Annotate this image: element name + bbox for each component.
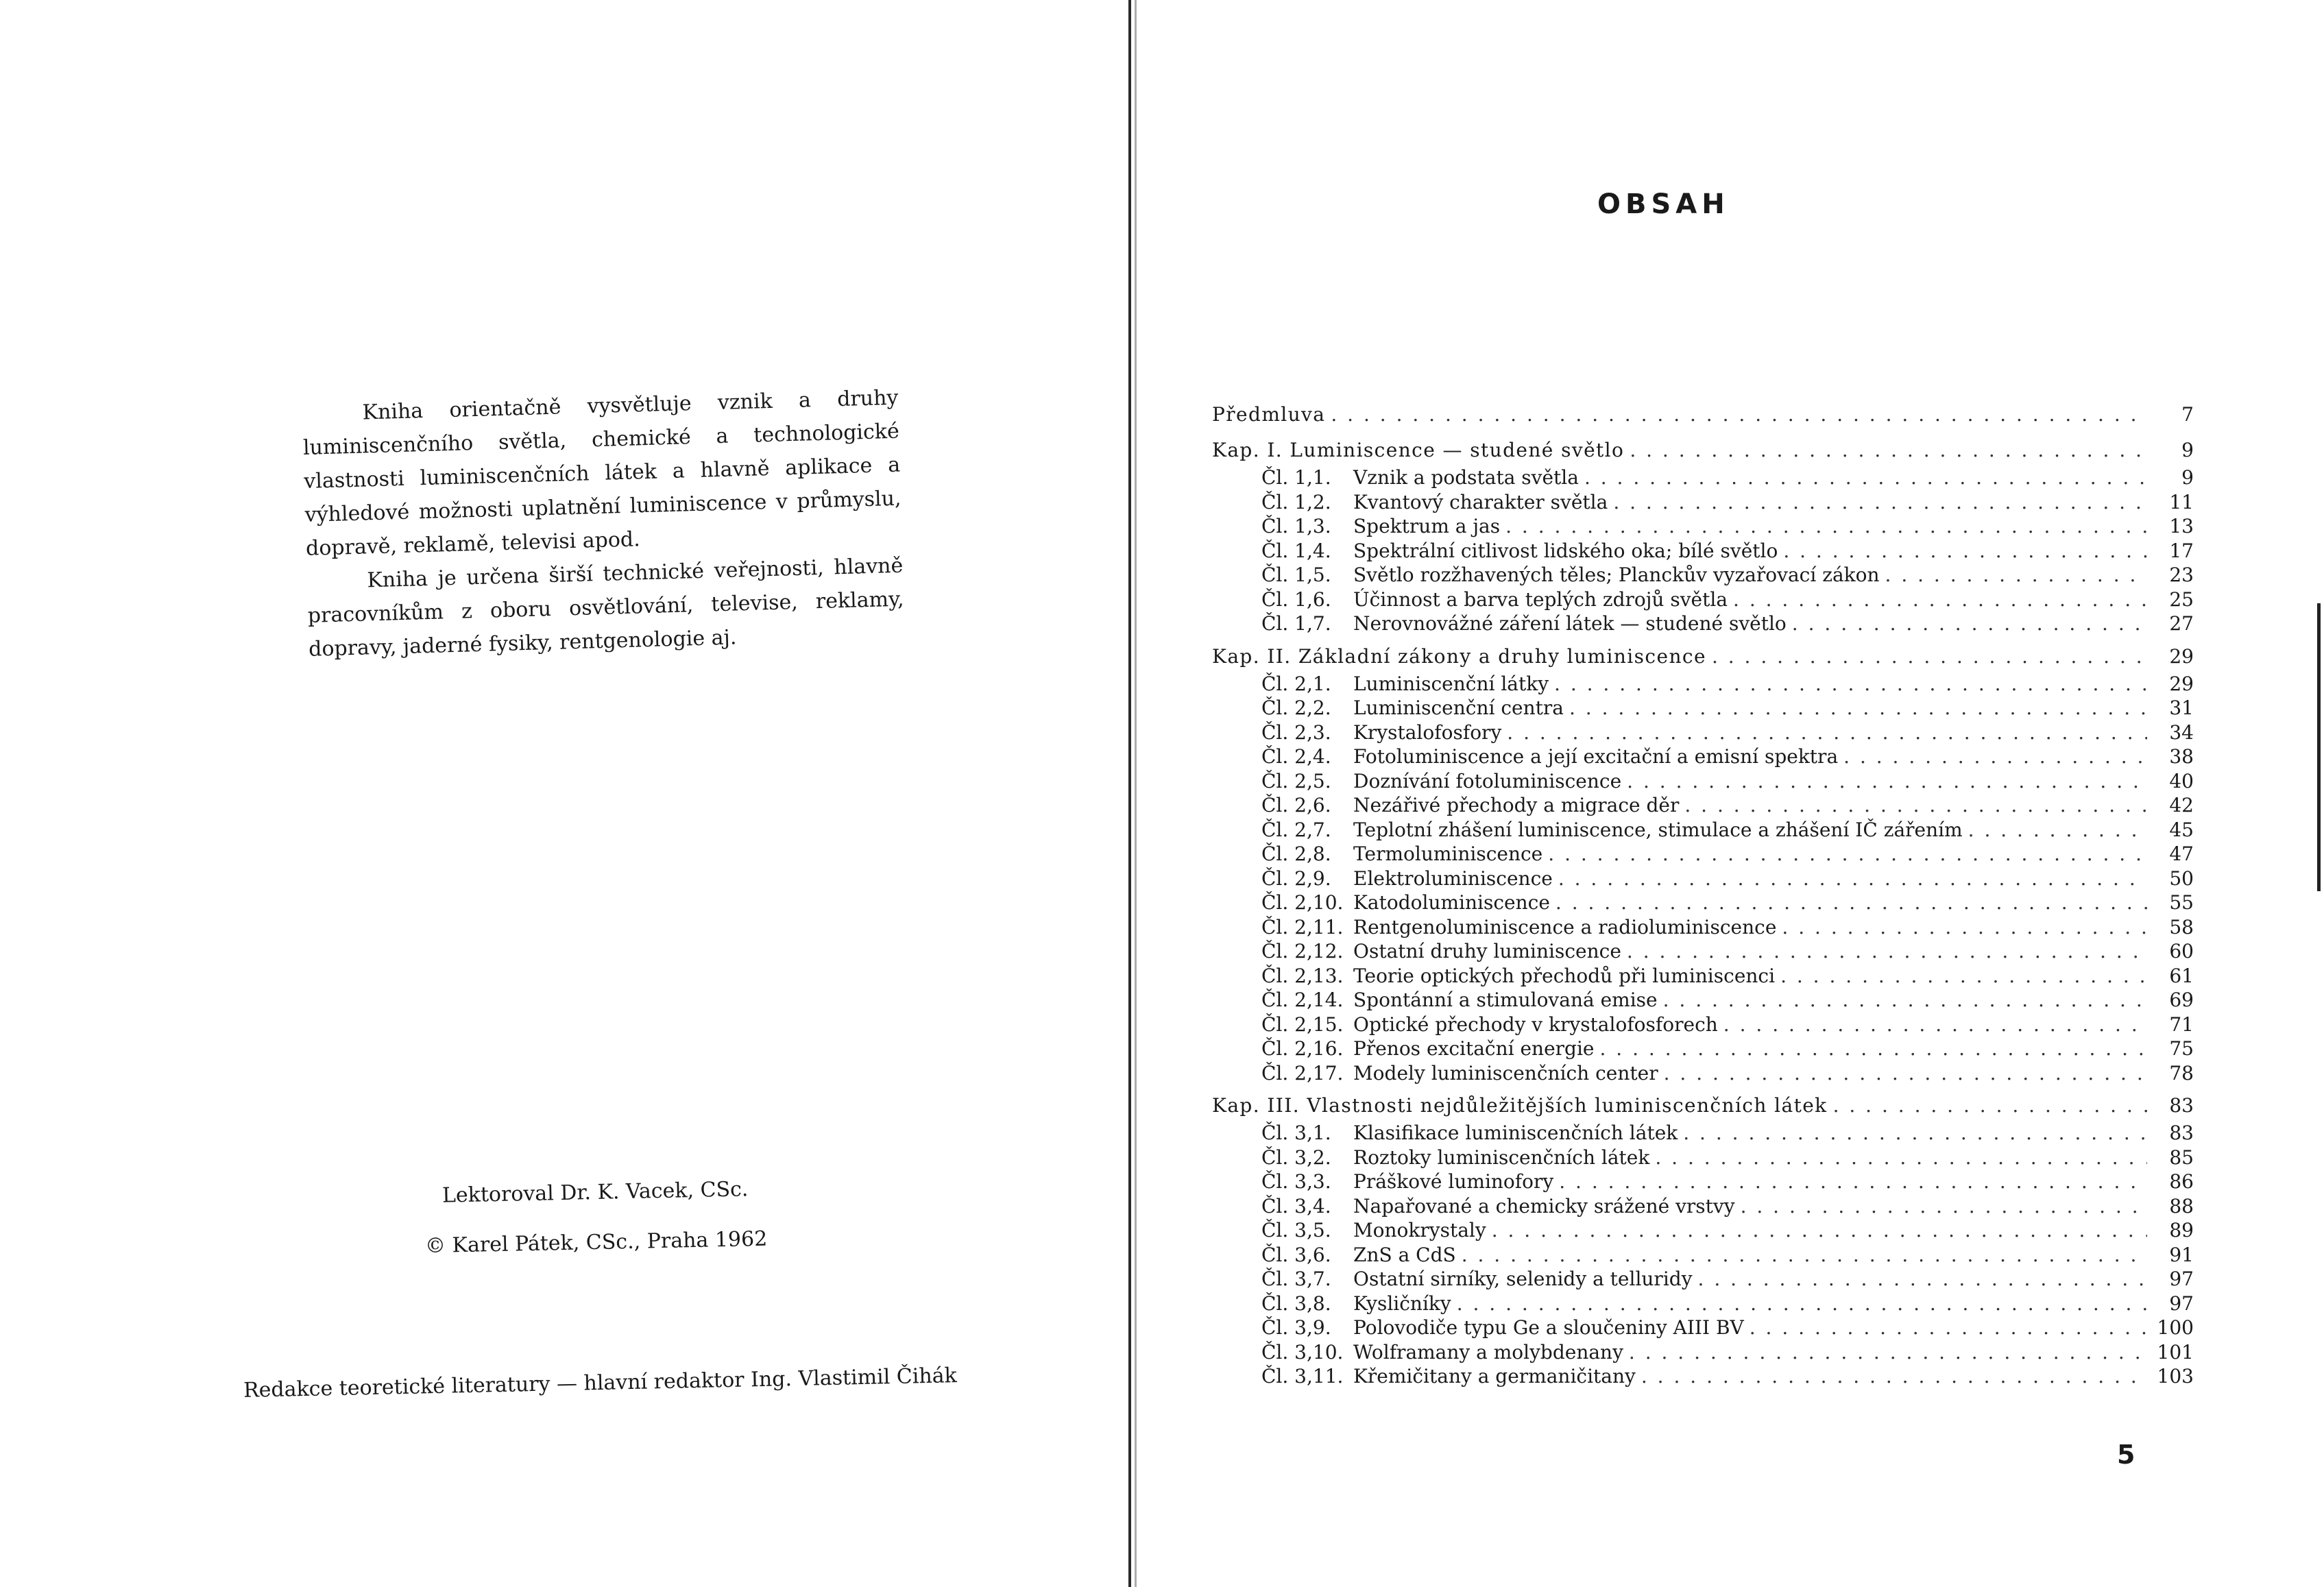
toc-page-number: 100	[2157, 1316, 2194, 1339]
toc-leader-dots	[1507, 721, 2147, 744]
toc-leader-dots	[1655, 1146, 2147, 1169]
toc-leader-dots	[1733, 588, 2147, 611]
editorial-line: Redakce teoretické literatury — hlavní redaktor Ing. Vlastimil Čihák	[243, 1364, 958, 1403]
copyright-line: © Karel Pátek, CSc., Praha 1962	[424, 1226, 768, 1259]
toc-section-row	[1212, 515, 2194, 540]
toc-page-number: 83	[2169, 1122, 2194, 1144]
toc-entry-title: Kap. I. Luminiscence — studené světlo	[1212, 439, 1625, 461]
toc-entry-title: Vznik a podstata světla	[1353, 466, 1579, 489]
toc-section-row	[1212, 564, 2194, 588]
toc-page-number: 83	[2169, 1094, 2194, 1117]
toc-entry-title: Elektroluminiscence	[1353, 867, 1553, 890]
toc-entry-title: Kap. II. Základní zákony a druhy luminiscence	[1212, 644, 1706, 668]
toc-entry-title: Kvantový charakter světla	[1353, 490, 1608, 513]
toc-page-number: 42	[2169, 794, 2194, 816]
toc-leader-dots	[1613, 491, 2147, 513]
toc-leader-dots	[1968, 819, 2147, 841]
toc-page-number: 29	[2169, 644, 2194, 668]
toc-section-row	[1212, 1365, 2194, 1390]
toc-section-number: Čl. 2,4.	[1261, 745, 1331, 768]
toc-section-row	[1212, 540, 2194, 564]
toc-page-number: 71	[2169, 1013, 2194, 1036]
toc-section-number: Čl. 3,6.	[1261, 1243, 1331, 1266]
toc-entry-title: Nezářivé přechody a migrace děr	[1353, 794, 1680, 816]
toc-entry-title: Napařované a chemicky srážené vrstvy	[1353, 1194, 1735, 1217]
toc-page-number: 29	[2169, 672, 2194, 695]
toc-page-number: 58	[2169, 915, 2194, 938]
toc-page-number: 45	[2169, 818, 2194, 841]
gutter-shadow	[1135, 0, 1137, 1587]
toc-page-number: 23	[2169, 564, 2194, 586]
toc-page-number: 38	[2169, 745, 2194, 768]
toc-section-number: Čl. 3,10.	[1261, 1340, 1344, 1364]
toc-leader-dots	[1556, 891, 2147, 914]
toc-leader-dots	[1698, 1268, 2147, 1290]
toc-entry-title: Fotoluminiscence a její excitační a emisní spektra	[1353, 745, 1839, 768]
toc-entry-title: Ostatní druhy luminiscence	[1353, 940, 1621, 962]
toc-leader-dots	[1843, 745, 2147, 768]
toc-page-number: 55	[2169, 891, 2194, 914]
toc-section-row	[1212, 1244, 2194, 1268]
toc-entry-title: Katodoluminiscence	[1353, 891, 1550, 914]
toc-section-number: Čl. 3,5.	[1261, 1219, 1331, 1241]
toc-leader-dots	[1664, 1062, 2147, 1085]
toc-section-number: Čl. 3,9.	[1261, 1316, 1331, 1339]
toc-entry-title: Kysličníky	[1353, 1292, 1451, 1315]
toc-leader-dots	[1584, 466, 2147, 489]
toc-section-number: Čl. 1,5.	[1261, 564, 1331, 586]
toc-leader-dots	[1492, 1219, 2147, 1241]
toc-page-number: 31	[2169, 696, 2194, 719]
toc-section-number: Čl. 2,13.	[1261, 964, 1344, 987]
page-number: 5	[2117, 1440, 2135, 1470]
toc-page-number: 25	[2169, 587, 2194, 611]
toc-entry-title: Doznívání fotoluminiscence	[1353, 769, 1622, 792]
toc-section-number: Čl. 1,7.	[1261, 612, 1331, 635]
toc-section-row	[1212, 794, 2194, 819]
toc-leader-dots	[1462, 1244, 2147, 1266]
toc-entry-title: ZnS a CdS	[1353, 1243, 1456, 1266]
toc-entry-title: Modely luminiscenčních center	[1353, 1061, 1658, 1085]
toc-page-number: 89	[2169, 1219, 2194, 1241]
toc-entry-title: Luminiscenční centra	[1353, 696, 1564, 719]
toc-section-row	[1212, 1122, 2194, 1146]
toc-leader-dots	[1663, 989, 2147, 1011]
toc-page-number: 50	[2169, 867, 2194, 890]
toc-section-row	[1212, 819, 2194, 843]
toc-section-row	[1212, 1146, 2194, 1171]
toc-section-number: Čl. 2,11.	[1261, 915, 1344, 938]
toc-section-row	[1212, 965, 2194, 989]
toc-section-number: Čl. 1,3.	[1261, 515, 1331, 537]
book-gutter	[1128, 0, 1131, 1587]
right-page	[1138, 0, 2324, 1587]
toc-leader-dots	[1505, 515, 2147, 537]
toc-leader-dots	[1569, 696, 2147, 719]
toc-section-number: Čl. 3,4.	[1261, 1194, 1331, 1217]
toc-entry-title: Účinnost a barva teplých zdrojů světla	[1353, 587, 1728, 611]
toc-section-number: Čl. 2,10.	[1261, 891, 1344, 914]
toc-leader-dots	[1548, 843, 2147, 865]
toc-entry-title: Polovodiče typu Ge a sloučeniny AIII BV	[1353, 1316, 1744, 1339]
toc-section-row	[1212, 1341, 2194, 1366]
toc-page-number: 103	[2157, 1365, 2194, 1388]
toc-entry-title: Termoluminiscence	[1353, 843, 1543, 865]
toc-chapter-row	[1212, 1094, 2194, 1122]
toc-section-number: Čl. 3,1.	[1261, 1122, 1331, 1144]
toc-leader-dots	[1558, 867, 2147, 890]
toc-section-number: Čl. 2,1.	[1261, 672, 1331, 695]
toc-leader-dots	[1629, 1341, 2147, 1364]
toc-entry-title: Světlo rozžhavených těles; Planckův vyzařovací zákon	[1353, 564, 1880, 586]
toc-page-number: 13	[2169, 515, 2194, 537]
toc-section-row	[1212, 673, 2194, 697]
toc-page-number: 86	[2169, 1170, 2194, 1193]
toc-section-number: Čl. 3,11.	[1261, 1365, 1344, 1388]
toc-section-row	[1212, 696, 2194, 721]
toc-entry-title: Monokrystaly	[1353, 1219, 1486, 1241]
toc-leader-dots	[1741, 1195, 2147, 1217]
toc-section-row	[1212, 1268, 2194, 1292]
toc-section-row	[1212, 1013, 2194, 1038]
toc-leader-dots	[1833, 1094, 2147, 1117]
toc-section-row	[1212, 867, 2194, 892]
toc-section-number: Čl. 3,7.	[1261, 1268, 1331, 1290]
toc-entry-title: Spektrum a jas	[1353, 515, 1501, 537]
toc-leader-dots	[1627, 940, 2147, 962]
toc-section-number: Čl. 2,5.	[1261, 769, 1331, 792]
book-blurb	[302, 381, 906, 666]
blurb-paragraph-2: Kniha je určena širší technické veřejnosti, hlavně pracovníkům z oboru osvětlování, televise, reklamy, dopravy, jaderné fysiky, rentgenologie aj.	[307, 553, 905, 662]
toc-leader-dots	[1683, 1122, 2147, 1144]
toc-title: OBSAH	[1597, 189, 1730, 220]
toc-entry-title: Spektrální citlivost lidského oka; bílé světlo	[1353, 539, 1778, 562]
toc-entry-title: Wolframany a molybdenany	[1353, 1340, 1623, 1364]
toc-section-number: Čl. 2,3.	[1261, 720, 1331, 744]
toc-leader-dots	[1641, 1365, 2147, 1388]
toc-leader-dots	[1559, 1170, 2147, 1193]
toc-section-number: Čl. 2,16.	[1261, 1037, 1344, 1060]
toc-leader-dots	[1630, 439, 2147, 461]
toc-section-number: Čl. 2,2.	[1261, 696, 1331, 719]
toc-chapter-row	[1212, 645, 2194, 673]
toc-page-number: 91	[2169, 1243, 2194, 1266]
toc-leader-dots	[1782, 916, 2147, 938]
toc-chapter-row	[1212, 403, 2194, 431]
toc-section-number: Čl. 2,6.	[1261, 794, 1331, 816]
toc-page-number: 97	[2169, 1268, 2194, 1290]
toc-section-number: Čl. 1,1.	[1261, 466, 1331, 489]
toc-section-number: Čl. 3,3.	[1261, 1170, 1331, 1193]
toc-section-row	[1212, 940, 2194, 965]
toc-section-number: Čl. 1,2.	[1261, 490, 1331, 513]
toc-section-number: Čl. 2,7.	[1261, 818, 1331, 841]
toc-section-number: Čl. 2,14.	[1261, 989, 1344, 1011]
toc-section-row	[1212, 1062, 2194, 1087]
toc-entry-title: Optické přechody v krystalofosforech	[1353, 1013, 1718, 1036]
toc-entry-title: Nerovnovážné záření látek — studené světlo	[1353, 612, 1787, 635]
toc-section-number: Čl. 1,6.	[1261, 587, 1331, 611]
toc-chapter-row	[1212, 439, 2194, 466]
toc-section-number: Čl. 2,9.	[1261, 867, 1331, 890]
toc-entry-title: Klasifikace luminiscenčních látek	[1353, 1122, 1678, 1144]
toc-page-number: 7	[2181, 403, 2194, 426]
toc-section-row	[1212, 891, 2194, 916]
toc-page-number: 34	[2169, 720, 2194, 744]
toc-page-number: 47	[2169, 843, 2194, 865]
toc-leader-dots	[1554, 673, 2147, 695]
toc-page-number: 69	[2169, 989, 2194, 1011]
toc-leader-dots	[1750, 1316, 2147, 1339]
toc-entry-title: Roztoky luminiscenčních látek	[1353, 1146, 1650, 1169]
toc-entry-title: Luminiscenční látky	[1353, 672, 1549, 695]
table-of-contents	[1212, 403, 2194, 1390]
toc-page-number: 88	[2169, 1194, 2194, 1217]
toc-page-number: 101	[2157, 1340, 2194, 1364]
toc-entry-title: Předmluva	[1212, 403, 1326, 426]
toc-page-number: 61	[2169, 964, 2194, 987]
toc-section-number: Čl. 3,8.	[1261, 1292, 1331, 1315]
toc-leader-dots	[1712, 645, 2147, 668]
toc-section-row	[1212, 491, 2194, 516]
toc-section-number: Čl. 2,12.	[1261, 940, 1344, 962]
toc-leader-dots	[1684, 794, 2147, 816]
toc-leader-dots	[1783, 540, 2147, 562]
toc-section-number: Čl. 1,4.	[1261, 539, 1331, 562]
toc-entry-title: Rentgenoluminiscence a radioluminiscence	[1353, 915, 1777, 938]
toc-section-row	[1212, 843, 2194, 867]
toc-entry-title: Krystalofosfory	[1353, 720, 1502, 744]
toc-leader-dots	[1457, 1292, 2147, 1315]
toc-page-number: 9	[2181, 439, 2194, 461]
toc-section-row	[1212, 588, 2194, 613]
toc-section-row	[1212, 721, 2194, 746]
toc-page-number: 11	[2169, 490, 2194, 513]
toc-leader-dots	[1331, 403, 2147, 426]
toc-leader-dots	[1792, 612, 2147, 635]
toc-entry-title: Teplotní zhášení luminiscence, stimulace a zhášení IČ zářením	[1353, 818, 1963, 841]
toc-entry-title: Ostatní sirníky, selenidy a telluridy	[1353, 1268, 1693, 1290]
toc-section-number: Čl. 2,17.	[1261, 1061, 1344, 1085]
toc-leader-dots	[1780, 965, 2147, 987]
toc-section-row	[1212, 989, 2194, 1013]
blurb-paragraph-1: Kniha orientačně vysvětluje vznik a druhy luminiscenčního světla, chemické a technologické vlastnosti luminiscenčních látek a hlavně aplikace a výhledové možnosti uplatnění luminiscence v průmyslu, dopravě, reklamě, televisi apod.	[302, 385, 901, 561]
toc-page-number: 60	[2169, 940, 2194, 962]
toc-section-row	[1212, 1316, 2194, 1341]
toc-leader-dots	[1723, 1013, 2147, 1036]
toc-section-row	[1212, 1037, 2194, 1062]
toc-entry-title: Spontánní a stimulovaná emise	[1353, 989, 1658, 1011]
toc-section-row	[1212, 612, 2194, 637]
toc-section-row	[1212, 1219, 2194, 1244]
toc-page-number: 97	[2169, 1292, 2194, 1315]
toc-leader-dots	[1599, 1037, 2147, 1060]
toc-entry-title: Přenos excitační energie	[1353, 1037, 1595, 1060]
left-page	[0, 0, 1128, 1587]
toc-section-row	[1212, 1170, 2194, 1195]
toc-section-number: Čl. 2,15.	[1261, 1013, 1344, 1036]
toc-section-number: Čl. 3,2.	[1261, 1146, 1331, 1169]
reviewer-line: Lektoroval Dr. K. Vacek, CSc.	[441, 1177, 749, 1208]
toc-section-row	[1212, 1195, 2194, 1220]
toc-entry-title: Kap. III. Vlastnosti nejdůležitějších luminiscenčních látek	[1212, 1094, 1828, 1117]
toc-page-number: 85	[2169, 1146, 2194, 1169]
toc-entry-title: Práškové luminofory	[1353, 1170, 1554, 1193]
toc-section-row	[1212, 1292, 2194, 1317]
toc-page-number: 27	[2169, 612, 2194, 635]
toc-page-number: 40	[2169, 769, 2194, 792]
toc-page-number: 78	[2169, 1061, 2194, 1085]
toc-entry-title: Teorie optických přechodů při luminiscenci	[1353, 964, 1776, 987]
toc-entry-title: Křemičitany a germaničitany	[1353, 1365, 1636, 1388]
toc-page-number: 9	[2181, 466, 2194, 489]
toc-section-row	[1212, 466, 2194, 491]
toc-leader-dots	[1885, 564, 2147, 586]
toc-section-row	[1212, 745, 2194, 770]
toc-page-number: 75	[2169, 1037, 2194, 1060]
toc-section-row	[1212, 916, 2194, 941]
toc-section-row	[1212, 770, 2194, 795]
toc-page-number: 17	[2169, 539, 2194, 562]
toc-section-number: Čl. 2,8.	[1261, 843, 1331, 865]
toc-leader-dots	[1627, 770, 2147, 792]
